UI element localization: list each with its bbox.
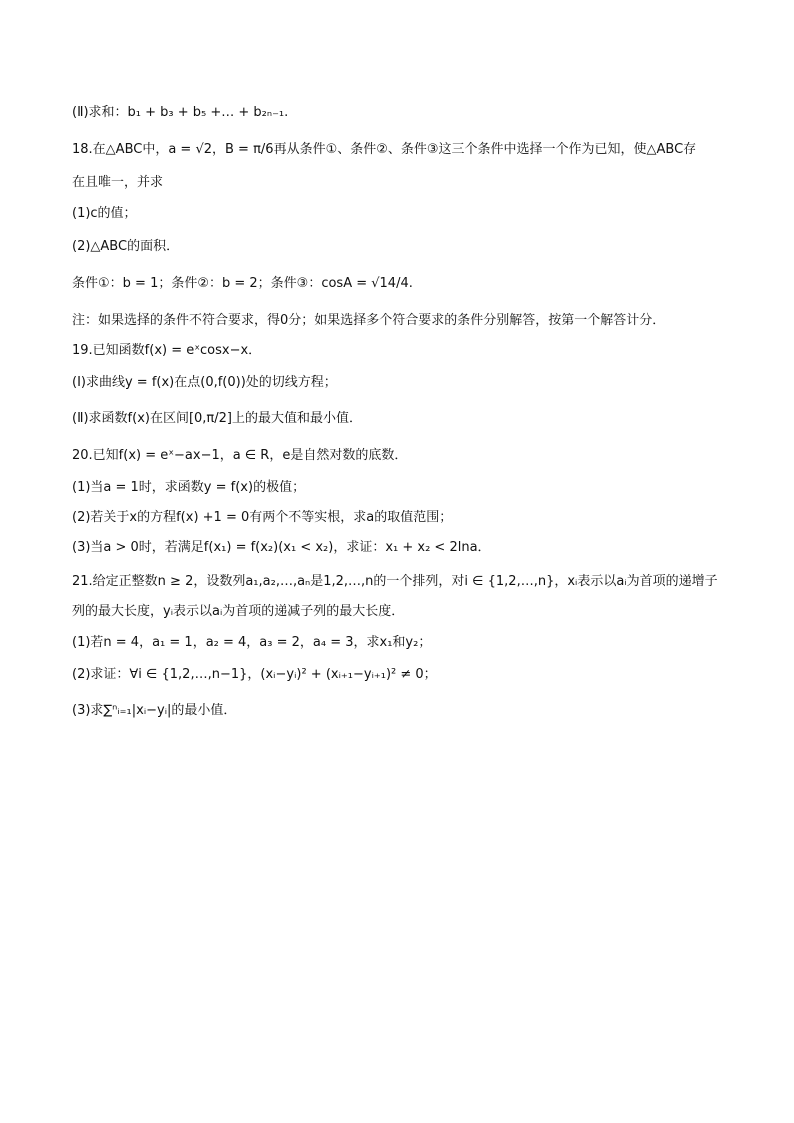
- q21-part-3: (3)求∑ⁿᵢ₌₁|xᵢ−yᵢ|的最小值．: [72, 703, 237, 718]
- q20-part-1: (1)当a = 1时，求函数y = f(x)的极值；: [72, 480, 306, 495]
- q18-conditions: 条件①：b = 1；条件②：b = 2；条件③：cosA = √14/4.: [72, 276, 413, 291]
- q18-part-2: (2)△ABC的面积．: [72, 239, 180, 254]
- q21-part-1: (1)若n = 4，a₁ = 1，a₂ = 4，a₃ = 2，a₄ = 3，求x₁和y₂；: [72, 635, 432, 650]
- q21-stem: 21.给定正整数n ≥ 2，设数列a₁,a₂,…,aₙ是1,2,…,n的一个排列，对i ∈ {1,2,…,n}，xᵢ表示以aᵢ为首项的递增子: [72, 574, 718, 589]
- q21-stem-continued: 列的最大长度，yᵢ表示以aᵢ为首项的递减子列的最大长度．: [72, 604, 405, 619]
- q18-stem: 18.在△ABC中，a = √2，B = π/6再从条件①、条件②、条件③这三个条件中选择一个作为已知，使△ABC存: [72, 142, 697, 157]
- q19-part-1: (Ⅰ)求曲线y = f(x)在点(0,f(0))处的切线方程；: [72, 375, 337, 390]
- q19-stem: 19.已知函数f(x) = eˣcosx−x．: [72, 343, 262, 358]
- q20-stem: 20.已知f(x) = eˣ−ax−1，a ∈ R，e是自然对数的底数．: [72, 448, 408, 463]
- q19-part-2: (Ⅱ)求函数f(x)在区间[0,π/2]上的最大值和最小值．: [72, 411, 362, 426]
- q18-part-1: (1)c的值；: [72, 206, 137, 221]
- q18-note: 注：如果选择的条件不符合要求，得0分；如果选择多个符合要求的条件分别解答，按第一个解答计分．: [72, 313, 666, 328]
- q20-part-3: (3)当a > 0时，若满足f(x₁) = f(x₂)(x₁ < x₂)，求证：x₁ + x₂ < 2lna．: [72, 540, 491, 555]
- q18-stem-continued: 在且唯一，并求: [72, 175, 164, 190]
- q21-part-2: (2)求证：∀i ∈ {1,2,…,n−1}，(xᵢ−yᵢ)² + (xᵢ₊₁−yᵢ₊₁)² ≠ 0；: [72, 667, 437, 682]
- q20-part-2: (2)若关于x的方程f(x) +1 = 0有两个不等实根，求a的取值范围；: [72, 510, 453, 525]
- q17-part-2: (Ⅱ)求和：b₁ + b₃ + b₅ +… + b₂ₙ₋₁.: [72, 105, 289, 120]
